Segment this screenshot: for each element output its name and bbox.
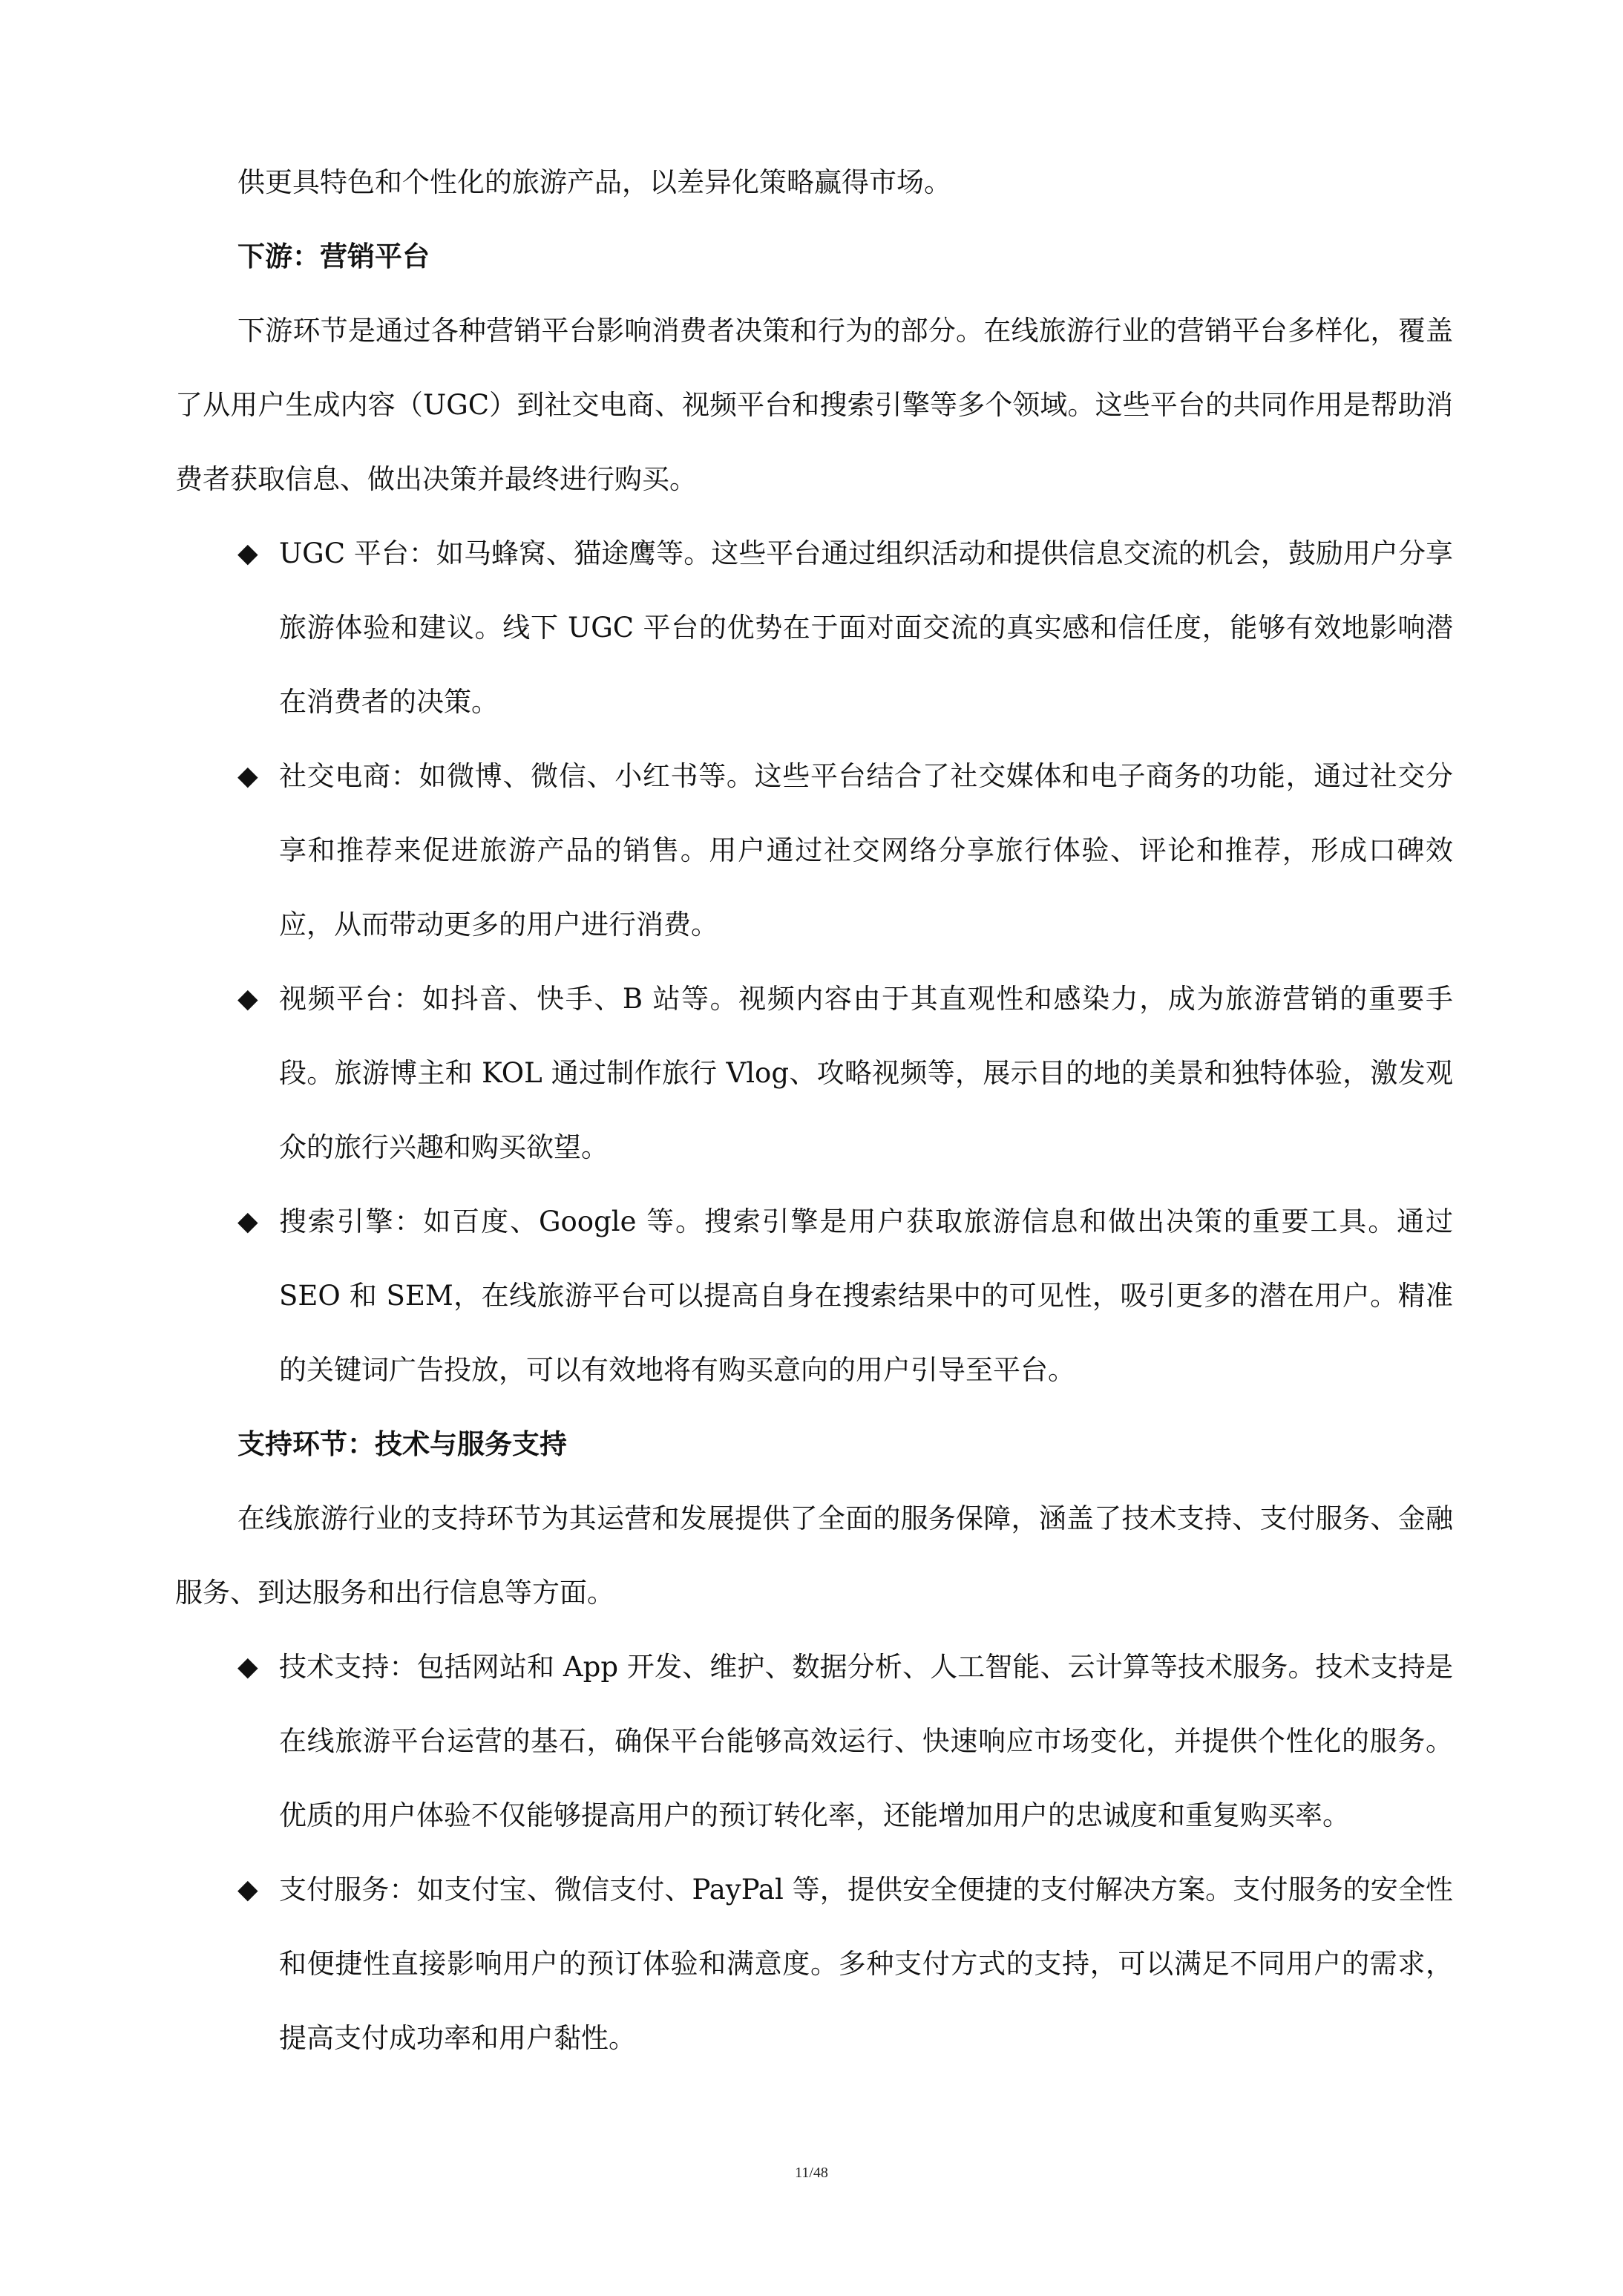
bullet-text: UGC 平台：如马蜂窝、猫途鹰等。这些平台通过组织活动和提供信息交流的机会，鼓励用户分享旅游体验和建议。线下 UGC 平台的优势在于面对面交流的真实感和信任度，能够有效地影响潜在消费者的决策。 xyxy=(279,537,1453,718)
diamond-bullet-icon: ◆ xyxy=(237,538,258,569)
diamond-bullet-icon: ◆ xyxy=(237,1652,258,1682)
bullet-item-ugc xyxy=(175,517,1453,739)
intro-continuation: 供更具特色和个性化的旅游产品，以差异化策略赢得市场。 xyxy=(237,166,951,198)
diamond-bullet-icon: ◆ xyxy=(237,761,258,791)
bullet-item-tech-support xyxy=(175,1630,1453,1853)
diamond-bullet-icon: ◆ xyxy=(237,1874,258,1905)
support-bullet-list xyxy=(175,1630,1453,2076)
diamond-bullet-icon: ◆ xyxy=(237,1206,258,1237)
bullet-text: 支付服务：如支付宝、微信支付、PayPal 等，提供安全便捷的支付解决方案。支付服务的安全性和便捷性直接影响用户的预订体验和满意度。多种支付方式的支持，可以满足不同用户的需求，提高支付成功率和用户黏性。 xyxy=(279,1874,1453,2054)
bullet-item-payment-service xyxy=(175,1853,1453,2076)
page-number: 11/48 xyxy=(795,2165,828,2181)
bullet-text: 视频平台：如抖音、快手、B 站等。视频内容由于其直观性和感染力，成为旅游营销的重要手段。旅游博主和 KOL 通过制作旅行 Vlog、攻略视频等，展示目的地的美景和独特体验，激发观众的旅行兴趣和购买欲望。 xyxy=(279,983,1453,1163)
diamond-bullet-icon: ◆ xyxy=(237,984,258,1014)
support-heading: 支持环节：技术与服务支持 xyxy=(237,1428,567,1460)
bullet-text: 技术支持：包括网站和 App 开发、维护、数据分析、人工智能、云计算等技术服务。技术支持是在线旅游平台运营的基石，确保平台能够高效运行、快速响应市场变化，并提供个性化的服务。优质的用户体验不仅能够提高用户的预订转化率，还能增加用户的忠诚度和重复购买率。 xyxy=(279,1651,1453,1831)
support-paragraph: 在线旅游行业的支持环节为其运营和发展提供了全面的服务保障，涵盖了技术支持、支付服务、金融服务、到达服务和出行信息等方面。 xyxy=(175,1502,1453,1609)
bullet-item-video-platform xyxy=(175,962,1453,1185)
downstream-paragraph: 下游环节是通过各种营销平台影响消费者决策和行为的部分。在线旅游行业的营销平台多样化，覆盖了从用户生成内容（UGC）到社交电商、视频平台和搜索引擎等多个领域。这些平台的共同作用是帮助消费者获取信息、做出决策并最终进行购买。 xyxy=(175,315,1453,495)
downstream-heading: 下游：营销平台 xyxy=(237,241,430,272)
bullet-item-search-engine xyxy=(175,1185,1453,1407)
page-content xyxy=(175,145,1453,2076)
bullet-text: 搜索引擎：如百度、Google 等。搜索引擎是用户获取旅游信息和做出决策的重要工具。通过 SEO 和 SEM，在线旅游平台可以提高自身在搜索结果中的可见性，吸引更多的潜在用户。精准的关键词广告投放，可以有效地将有购买意向的用户引导至平台。 xyxy=(279,1206,1453,1386)
downstream-bullet-list xyxy=(175,517,1453,1407)
bullet-text: 社交电商：如微博、微信、小红书等。这些平台结合了社交媒体和电子商务的功能，通过社交分享和推荐来促进旅游产品的销售。用户通过社交网络分享旅行体验、评论和推荐，形成口碑效应，从而带动更多的用户进行消费。 xyxy=(279,760,1453,941)
bullet-item-social-commerce xyxy=(175,739,1453,962)
